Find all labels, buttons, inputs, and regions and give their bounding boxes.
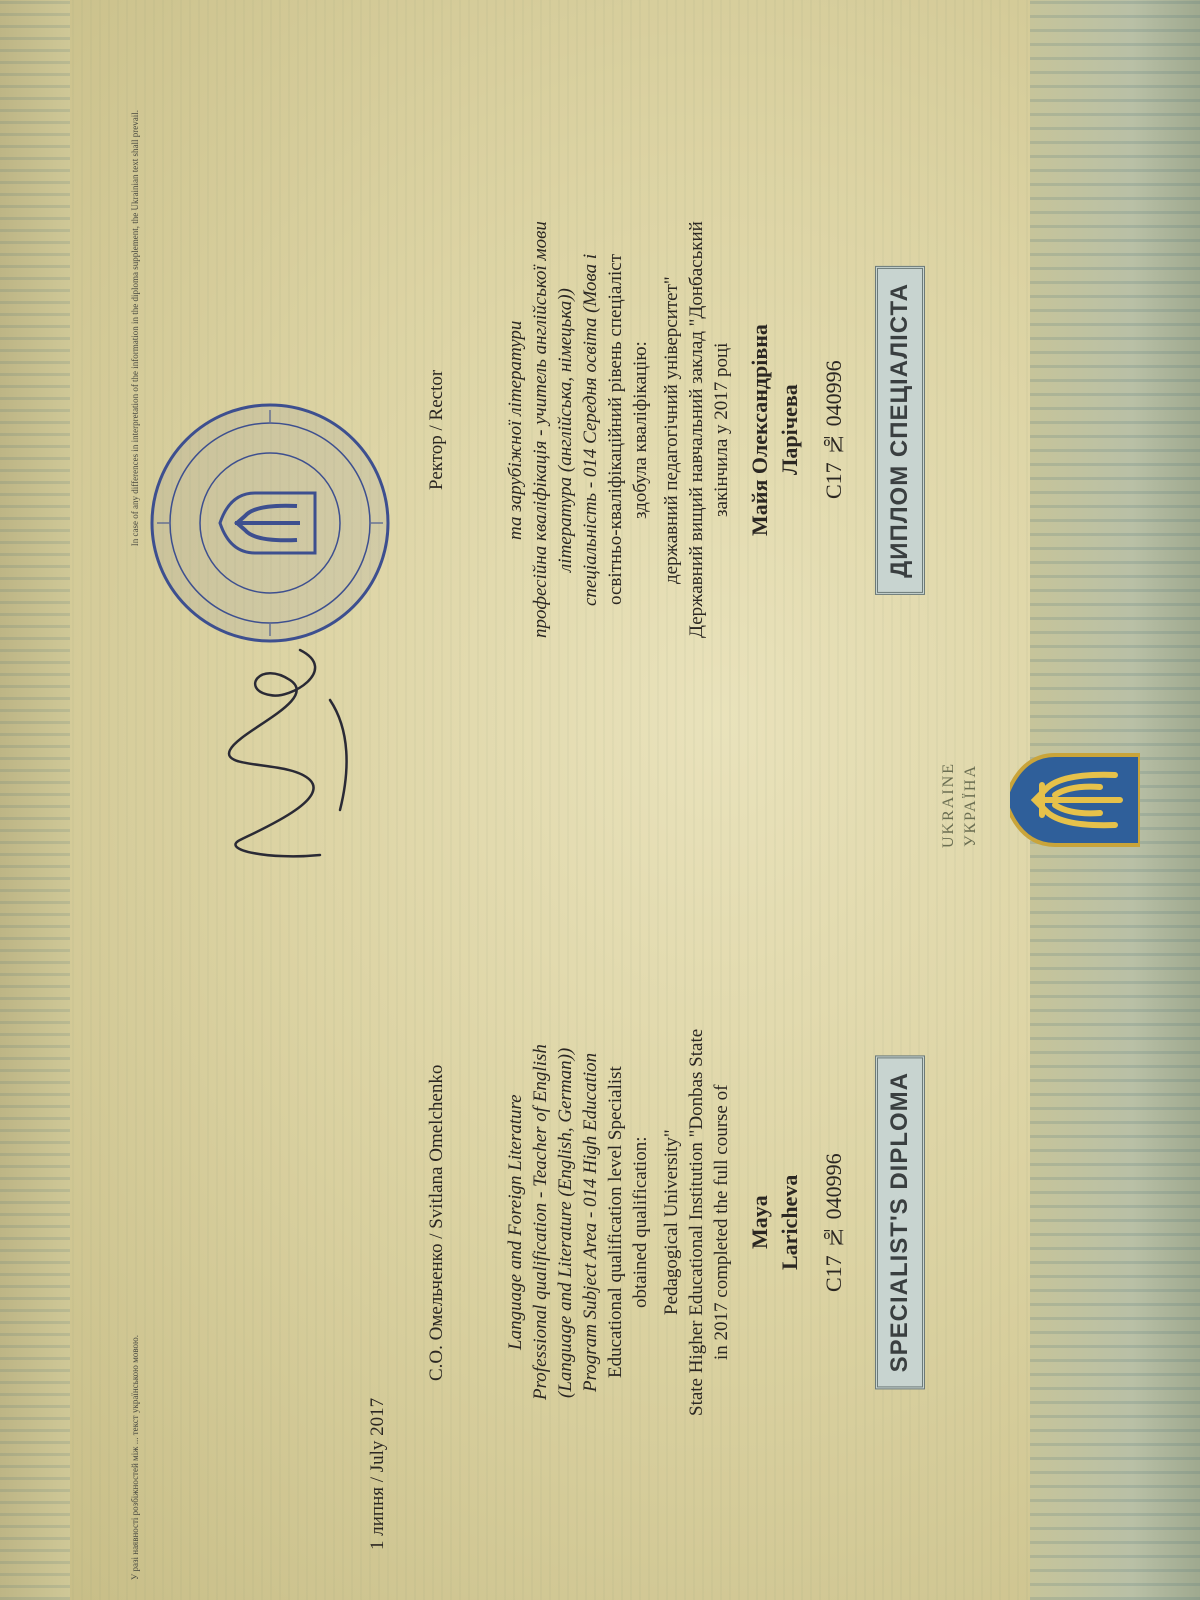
level-en: Educational qualification level Specialist	[605, 1066, 626, 1379]
level-uk: освітньо-кваліфікаційний рівень спеціаліст	[605, 254, 626, 606]
institution-uk-line1: Державний вищий навчальний заклад "Донбаський	[686, 221, 707, 639]
rector-signature	[200, 640, 370, 880]
country-label	[930, 740, 990, 870]
subject-en-line2: (Language and Literature (English, German))	[555, 1047, 576, 1398]
specialty-uk-line2: література (англійська, німецька))	[555, 288, 576, 572]
given-names-uk: Майя Олександрівна	[747, 324, 772, 536]
footer-note-uk: У разі наявності розбіжностей між ... текст українською мовою.	[130, 1334, 140, 1580]
rector-label: Ректор / Rector	[426, 369, 447, 491]
subject-en-line1: Program Subject Area - 014 High Education	[580, 1052, 601, 1393]
completed-en: in 2017 completed the full course of	[711, 1084, 732, 1361]
issue-date: 1 липня / July 2017	[367, 1397, 388, 1550]
given-names-en: Maya	[747, 1195, 772, 1250]
country-label-en: UKRAINE	[940, 762, 957, 848]
institution-en-line1: State Higher Educational Institution "Donbas State	[686, 1028, 707, 1417]
official-seal-icon	[145, 398, 395, 648]
ornamental-border-bottom	[0, 0, 70, 1600]
professional-en-line2: Language and Foreign Literature	[505, 1094, 526, 1351]
coat-of-arms-icon	[1010, 725, 1140, 875]
signatory-name: С.О. Омельченко / Svitlana Omelchenko	[426, 1064, 447, 1381]
institution-en-line2: Pedagogical University"	[661, 1129, 682, 1316]
title-en: SPECIALIST'S DIPLOMA	[875, 1055, 925, 1389]
diploma-number-uk: С17 № 040996	[821, 360, 846, 500]
footer-note-en: In case of any differences in interpretation of the information in the diploma supplement, the Ukrainian text shall prevail.	[130, 110, 140, 547]
obtained-en: obtained qualification:	[630, 1136, 651, 1309]
institution-uk-line2: державний педагогічний університет"	[661, 276, 682, 584]
title-uk: ДИПЛОМ СПЕЦІАЛІСТА	[875, 266, 925, 595]
diploma-number-en: С17 № 040996	[821, 1153, 846, 1292]
professional-uk-line1: професійна кваліфікація - учитель англійської мови	[530, 221, 551, 639]
country-label-uk: УКРАЇНА	[962, 763, 979, 847]
professional-en-line1: Professional qualification - Teacher of English	[530, 1044, 551, 1401]
footer-notes	[130, 110, 154, 1580]
english-section	[95, 895, 925, 1550]
professional-uk-line2: та зарубіжної літератури	[505, 320, 526, 540]
surname-uk: Ларічева	[777, 384, 802, 476]
obtained-uk: здобула кваліфікацію:	[630, 341, 651, 519]
surname-en: Laricheva	[777, 1174, 802, 1271]
specialty-uk-line1: спеціальність - 014 Середня освіта (Мова і	[580, 253, 601, 607]
completed-uk: закінчила у 2017 році	[711, 342, 732, 518]
